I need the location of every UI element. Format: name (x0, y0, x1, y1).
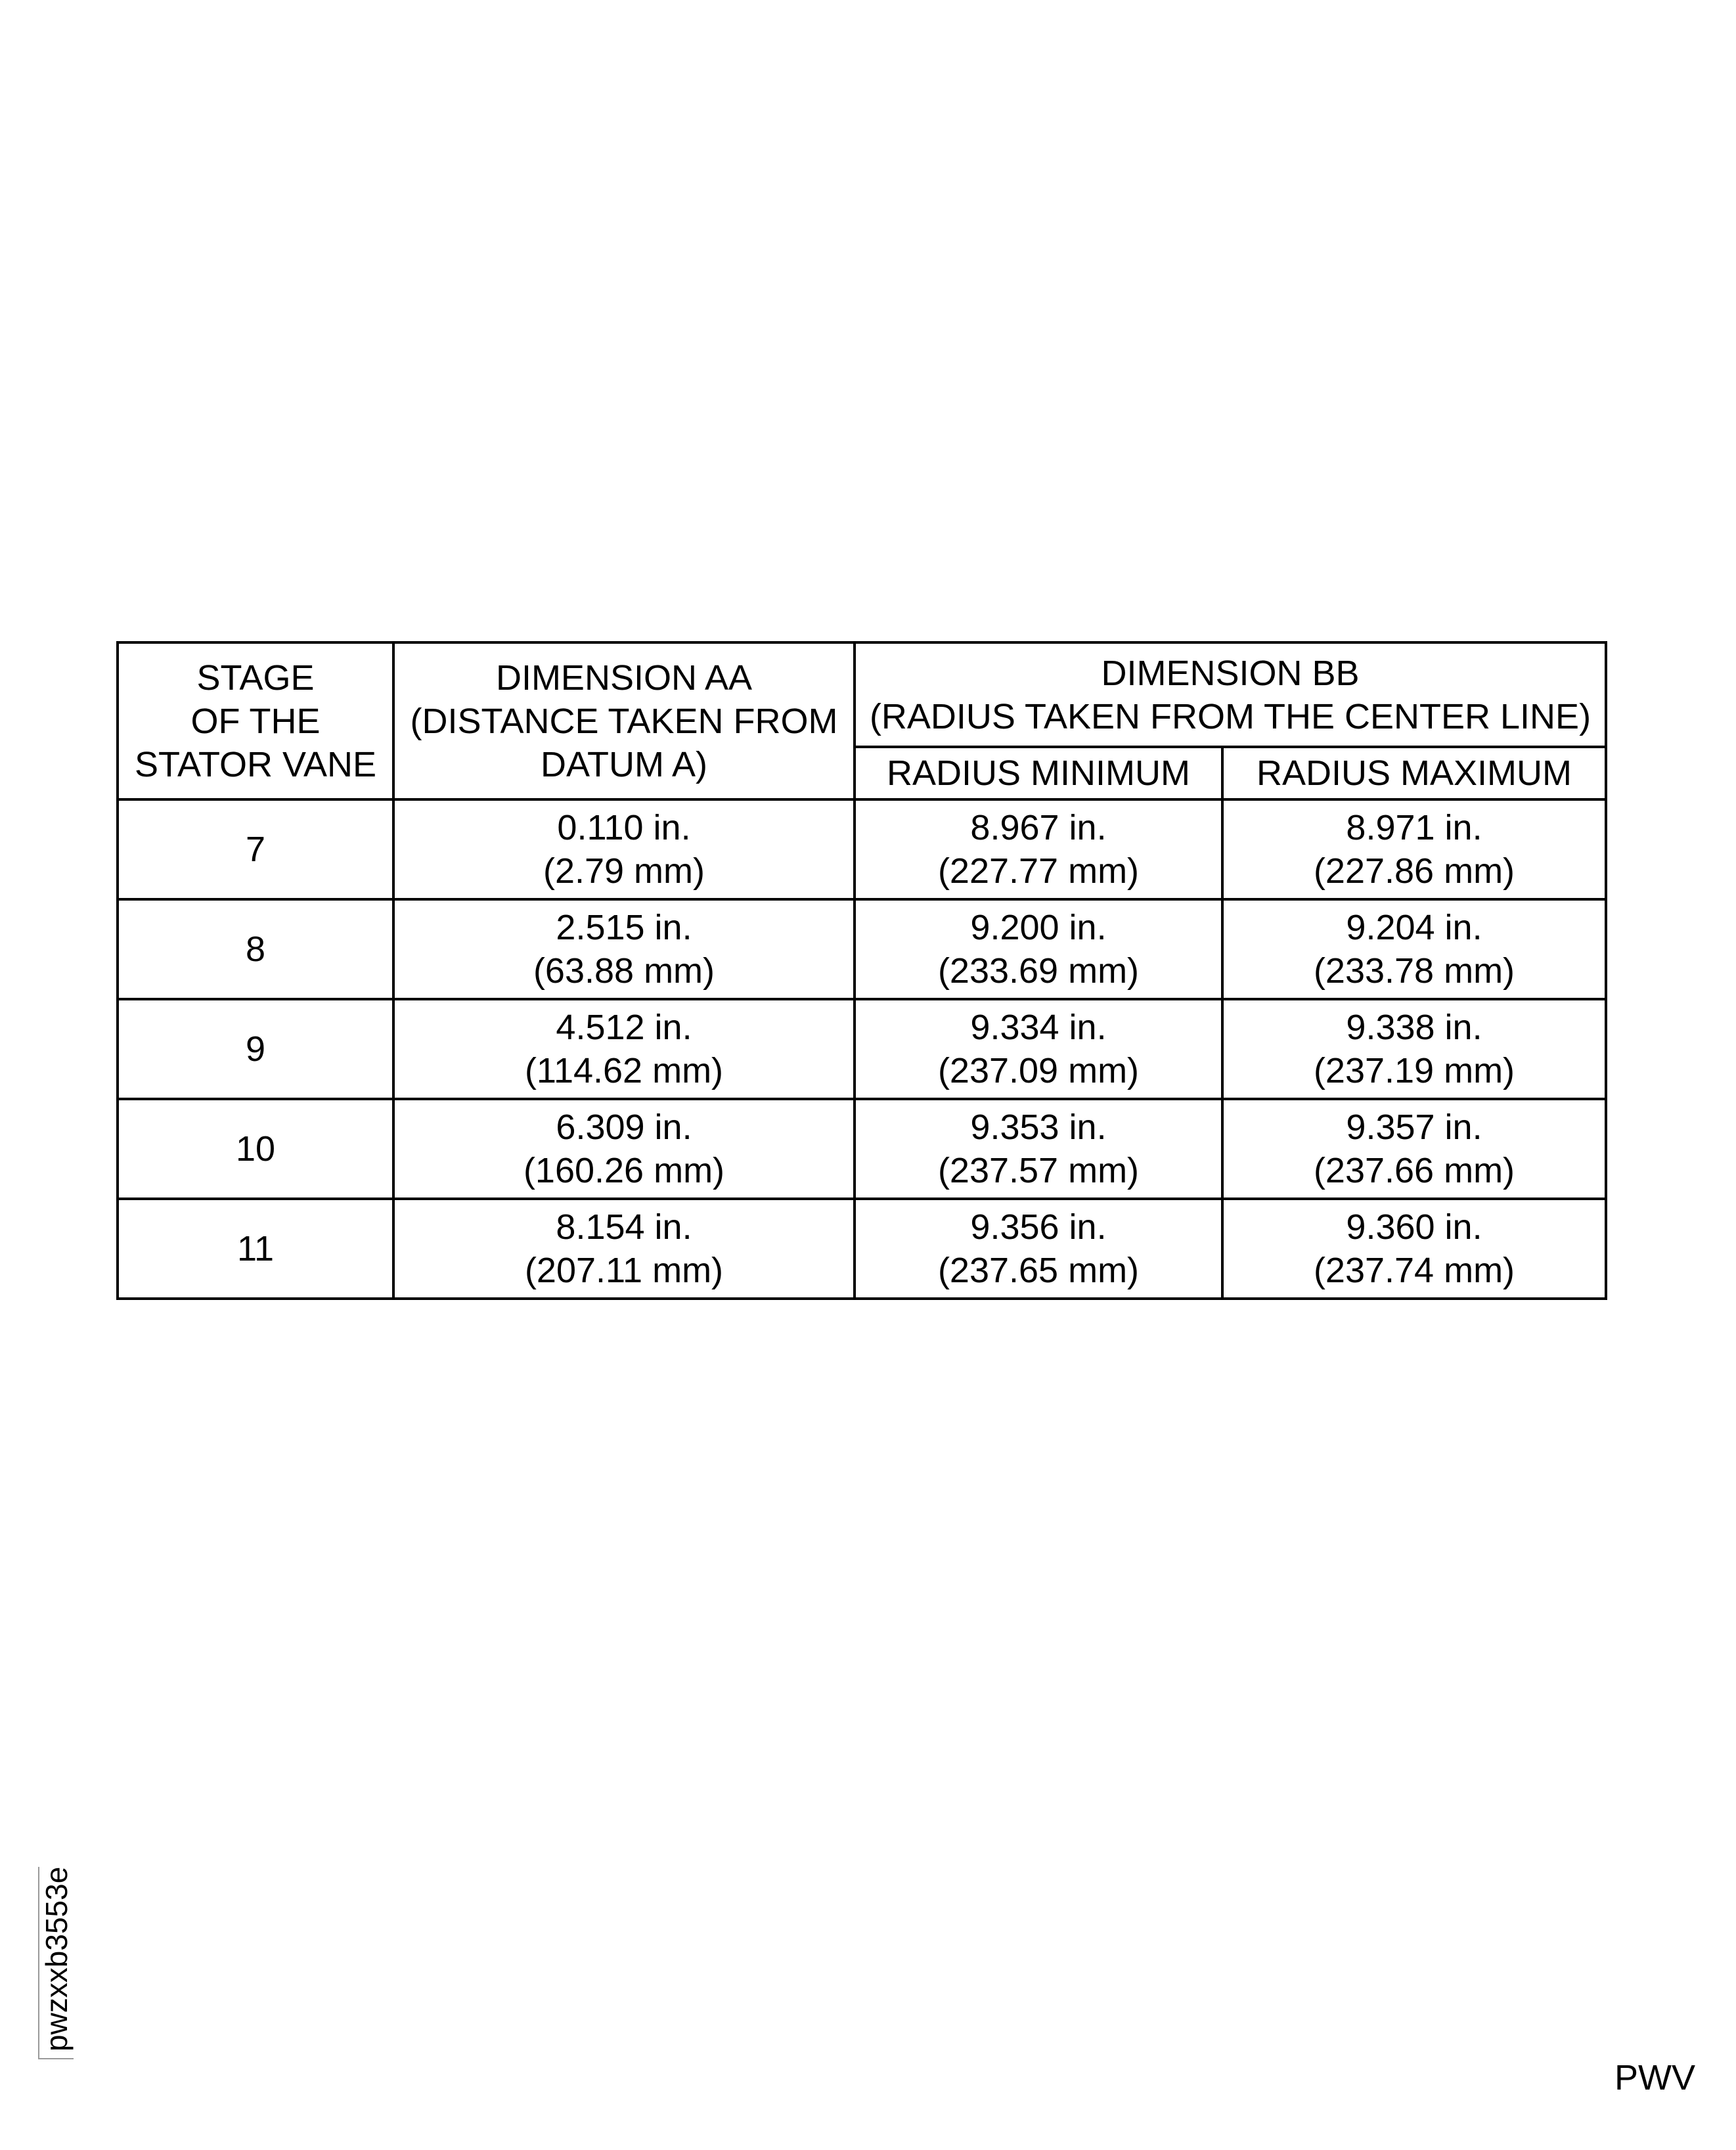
radius-minimum-cell: 9.353 in. (237.57 mm) (855, 1099, 1222, 1199)
stage-cell: 10 (118, 1099, 393, 1199)
header-row (118, 642, 1606, 747)
table-row (118, 1099, 1606, 1199)
radius-maximum-cell: 9.338 in. (237.19 mm) (1222, 999, 1606, 1099)
radius-minimum-cell: 9.356 in. (237.65 mm) (855, 1199, 1222, 1299)
table-row (118, 899, 1606, 999)
radius-maximum-cell: 9.204 in. (233.78 mm) (1222, 899, 1606, 999)
radius-maximum-cell: 8.971 in. (227.86 mm) (1222, 799, 1606, 899)
table-row (118, 799, 1606, 899)
radius-minimum-cell: 8.967 in. (227.77 mm) (855, 799, 1222, 899)
stage-cell: 9 (118, 999, 393, 1099)
drawing-id-label: pwzxxb3553e (38, 1867, 74, 2059)
header-radius-minimum: RADIUS MINIMUM (855, 747, 1222, 799)
table-row (118, 1199, 1606, 1299)
dimension-aa-cell: 6.309 in. (160.26 mm) (393, 1099, 855, 1199)
radius-maximum-cell: 9.360 in. (237.74 mm) (1222, 1199, 1606, 1299)
header-dimension-aa: DIMENSION AA (DISTANCE TAKEN FROM DATUM A) (393, 642, 855, 799)
stage-cell: 8 (118, 899, 393, 999)
stator-vane-dimension-table (116, 641, 1607, 1300)
radius-minimum-cell: 9.200 in. (233.69 mm) (855, 899, 1222, 999)
dimension-aa-cell: 0.110 in. (2.79 mm) (393, 799, 855, 899)
radius-minimum-cell: 9.334 in. (237.09 mm) (855, 999, 1222, 1099)
stage-cell: 7 (118, 799, 393, 899)
dimension-aa-cell: 4.512 in. (114.62 mm) (393, 999, 855, 1099)
header-dimension-bb: DIMENSION BB (RADIUS TAKEN FROM THE CENTER LINE) (855, 642, 1606, 747)
footer-code: PWV (1614, 2058, 1695, 2097)
stage-cell: 11 (118, 1199, 393, 1299)
dimension-aa-cell: 2.515 in. (63.88 mm) (393, 899, 855, 999)
header-stage: STAGE OF THE STATOR VANE (118, 642, 393, 799)
header-radius-maximum: RADIUS MAXIMUM (1222, 747, 1606, 799)
dimension-aa-cell: 8.154 in. (207.11 mm) (393, 1199, 855, 1299)
radius-maximum-cell: 9.357 in. (237.66 mm) (1222, 1099, 1606, 1199)
table-row (118, 999, 1606, 1099)
